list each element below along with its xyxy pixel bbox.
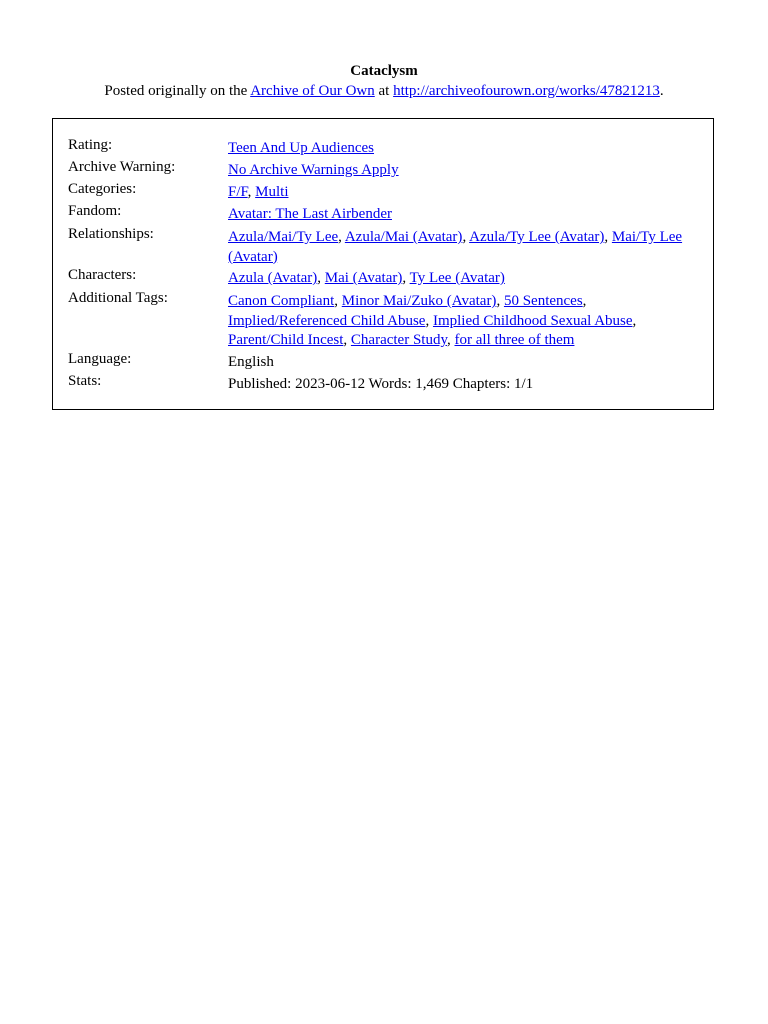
meta-label-relationships: Relationships:: [68, 226, 154, 242]
meta-row-additional-tags: [68, 292, 693, 351]
tag-link[interactable]: Azula/Mai/Ty Lee: [228, 229, 339, 245]
meta-label-language: Language:: [68, 351, 132, 367]
tag-link[interactable]: No Archive Warnings Apply: [228, 162, 399, 178]
tag-link[interactable]: Parent/Child Incest: [228, 332, 344, 348]
work-title: Cataclysm: [350, 63, 418, 79]
posted-prefix: Posted originally on the: [104, 83, 251, 99]
meta-value-additional-tags: [228, 292, 693, 351]
meta-row-fandom: [68, 205, 693, 225]
tag-link[interactable]: Mai/Ty Lee (Avatar): [228, 229, 683, 265]
meta-value-rating: [228, 139, 693, 159]
tag-link[interactable]: Implied Childhood Sexual Abuse: [432, 312, 633, 329]
work-metadata-box: [52, 118, 714, 410]
tag-link[interactable]: Azula/Ty Lee (Avatar): [469, 229, 605, 245]
tag-link[interactable]: 50 Sentences: [503, 293, 583, 309]
tag-separator: ,: [632, 312, 637, 329]
tag-link[interactable]: for all three of them: [454, 332, 575, 348]
meta-row-characters: [68, 269, 693, 289]
tag-link[interactable]: Multi: [255, 184, 289, 200]
meta-label-archive-warning: Archive Warning:: [68, 159, 176, 175]
tag-separator: ,: [425, 312, 433, 329]
tag-separator: ,: [496, 293, 504, 309]
tag-link[interactable]: Mai (Avatar): [324, 270, 403, 286]
tag-link[interactable]: Minor Mai/Zuko (Avatar): [341, 293, 497, 309]
tag-separator: ,: [402, 270, 410, 286]
tag-link[interactable]: Ty Lee (Avatar): [409, 270, 505, 286]
meta-label-stats: Stats:: [68, 373, 102, 389]
meta-row-rating: [68, 139, 693, 159]
meta-row-relationships: [68, 228, 693, 267]
tag-link[interactable]: Canon Compliant: [228, 293, 335, 309]
meta-row-categories: [68, 183, 693, 203]
tag-link[interactable]: Azula (Avatar): [228, 270, 318, 286]
posted-originally-line: [0, 81, 768, 101]
meta-label-categories: Categories:: [68, 181, 137, 197]
meta-row-stats: [68, 375, 693, 395]
meta-label-characters: Characters:: [68, 267, 137, 283]
tag-link[interactable]: Character Study: [350, 332, 447, 348]
tag-link[interactable]: F/F: [228, 184, 248, 200]
work-url-link[interactable]: http://archiveofourown.org/works/47821213: [393, 83, 660, 99]
tag-separator: ,: [604, 229, 612, 245]
meta-value-language: English: [228, 354, 274, 370]
meta-value-relationships: [228, 228, 693, 267]
tag-separator: ,: [317, 270, 325, 286]
work-header: [0, 61, 768, 101]
tag-link[interactable]: Implied/Referenced Child Abuse: [228, 312, 426, 329]
meta-value-archive-warning: [228, 161, 693, 181]
posted-suffix: .: [659, 83, 664, 99]
tag-separator: ,: [462, 229, 470, 245]
tag-link[interactable]: Teen And Up Audiences: [228, 140, 375, 156]
meta-row-archive-warning: [68, 161, 693, 181]
meta-label-rating: Rating:: [68, 137, 113, 153]
tag-separator: ,: [334, 293, 342, 309]
meta-value-stats: Published: 2023-06-12 Words: 1,469 Chapters: 1/1: [228, 376, 534, 392]
meta-label-additional-tags: Additional Tags:: [68, 290, 168, 306]
archive-of-our-own-link[interactable]: Archive of Our Own: [250, 83, 375, 99]
tag-separator: ,: [338, 229, 345, 245]
meta-value-characters: [228, 269, 693, 289]
meta-label-fandom: Fandom:: [68, 203, 122, 219]
posted-middle: at: [374, 83, 394, 99]
tag-separator: ,: [247, 184, 256, 200]
meta-value-categories: [228, 183, 693, 203]
tag-separator: ,: [582, 293, 587, 309]
meta-value-fandom: [228, 205, 693, 225]
tag-separator: ,: [447, 332, 455, 348]
meta-row-language: [68, 353, 693, 373]
tag-link[interactable]: Avatar: The Last Airbender: [228, 206, 392, 222]
tag-link[interactable]: Azula/Mai (Avatar): [344, 229, 463, 245]
tag-separator: ,: [343, 332, 351, 348]
